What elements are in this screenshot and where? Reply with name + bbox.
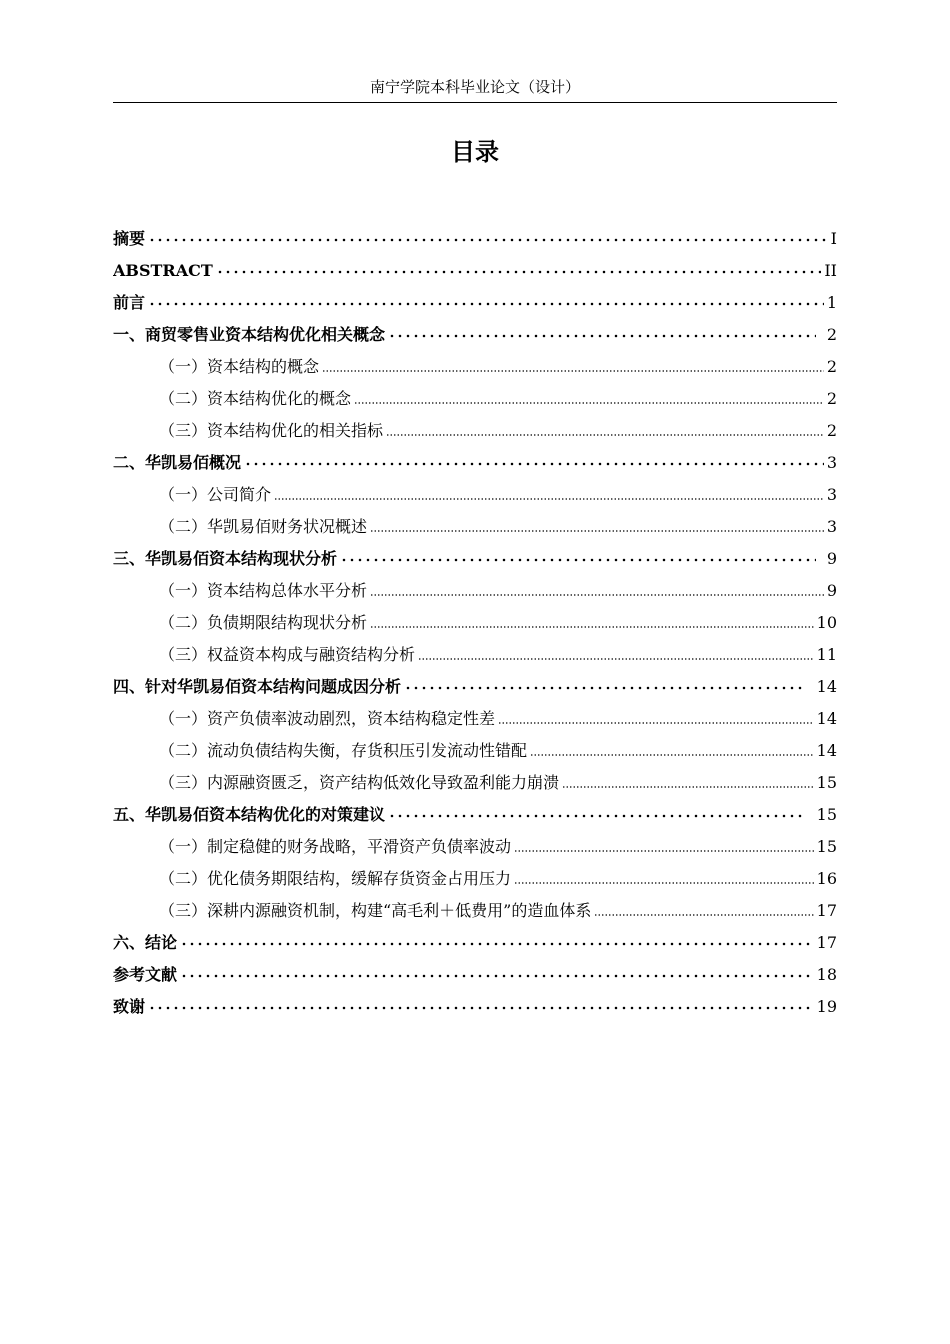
toc-entry-section-3-3[interactable]	[113, 638, 837, 670]
toc-entry-preface[interactable]	[113, 286, 837, 318]
toc-entry-label: （二）流动负债结构失衡，存货积压引发流动性错配	[159, 741, 528, 760]
dot-leader	[386, 433, 824, 437]
toc-entry-label: 摘要	[113, 229, 146, 248]
toc-entry-label: 前言	[113, 293, 146, 312]
toc-entry-label: 六、结论	[113, 933, 178, 952]
dot-leader	[148, 235, 828, 245]
dot-leader	[404, 683, 806, 693]
toc-entry-section-3-2[interactable]	[113, 606, 837, 638]
dot-leader	[340, 555, 816, 565]
toc-entry-page: 3	[826, 517, 837, 536]
dot-leader	[514, 849, 814, 853]
toc-entry-label: （二）负债期限结构现状分析	[159, 613, 368, 632]
toc-entry-chapter-5[interactable]	[113, 798, 837, 830]
toc-entry-section-1-2[interactable]	[113, 382, 837, 414]
toc-entry-label: 致谢	[113, 997, 146, 1016]
dot-leader	[418, 657, 814, 661]
toc-entry-chapter-1[interactable]	[113, 318, 837, 350]
toc-entry-abstract-cn[interactable]	[113, 222, 837, 254]
toc-entry-page: 9	[826, 581, 837, 600]
dot-leader	[370, 529, 824, 533]
toc-entry-label: 三、华凯易佰资本结构现状分析	[113, 549, 338, 568]
toc-entry-page: 19	[816, 997, 837, 1016]
toc-entry-page: 11	[816, 645, 837, 664]
toc-entry-section-5-3[interactable]	[113, 894, 837, 926]
toc-entry-section-5-2[interactable]	[113, 862, 837, 894]
toc-entry-page: 18	[816, 965, 837, 984]
dot-leader	[244, 459, 824, 469]
toc-entry-page: 14	[816, 709, 837, 728]
dot-leader	[180, 971, 814, 981]
toc-entry-page: 2	[826, 421, 837, 440]
toc-entry-page: 10	[816, 613, 837, 632]
toc-entry-chapter-2[interactable]	[113, 446, 837, 478]
toc-entry-label: ABSTRACT	[113, 261, 213, 280]
dot-leader	[148, 299, 824, 309]
toc-entry-label: （三）资本结构优化的相关指标	[159, 421, 384, 440]
toc-entry-page: 2	[826, 389, 837, 408]
toc-entry-label: （一）资产负债率波动剧烈，资本结构稳定性差	[159, 709, 496, 728]
toc-entry-page: 3	[826, 453, 837, 472]
toc-entry-label: （二）华凯易佰财务状况概述	[159, 517, 368, 536]
toc-entry-page: 15	[816, 773, 837, 792]
toc-entry-page: 2	[826, 357, 837, 376]
toc-entry-label: 二、华凯易佰概况	[113, 453, 242, 472]
toc-entry-label: 四、针对华凯易佰资本结构问题成因分析	[113, 677, 402, 696]
toc-entry-page: I	[830, 229, 837, 248]
dot-leader	[354, 401, 824, 405]
toc-entry-label: （一）资本结构总体水平分析	[159, 581, 368, 600]
dot-leader	[370, 625, 814, 629]
dot-leader	[594, 913, 813, 917]
toc-entry-page: 3	[826, 485, 837, 504]
toc-entry-label: （三）深耕内源融资机制，构建“高毛利＋低费用”的造血体系	[159, 901, 592, 920]
toc-entry-section-1-1[interactable]	[113, 350, 837, 382]
dot-leader	[274, 497, 824, 501]
toc-title: 目录	[451, 138, 499, 166]
toc-entry-label: 参考文献	[113, 965, 178, 984]
toc-entry-label: （一）制定稳健的财务战略，平滑资产负债率波动	[159, 837, 512, 856]
toc-entry-label: （二）优化债务期限结构，缓解存货资金占用压力	[159, 869, 512, 888]
toc-entry-chapter-3[interactable]	[113, 542, 837, 574]
toc-entry-page: 1	[826, 293, 837, 312]
toc-entry-label: （三）权益资本构成与融资结构分析	[159, 645, 416, 664]
toc-entry-section-4-2[interactable]	[113, 734, 837, 766]
page-header	[113, 76, 837, 103]
dot-leader	[514, 881, 814, 885]
toc-entry-label: （三）内源融资匮乏，资产结构低效化导致盈利能力崩溃	[159, 773, 560, 792]
dot-leader	[388, 331, 816, 341]
toc-entry-page: 15	[816, 837, 837, 856]
toc-entry-section-4-1[interactable]	[113, 702, 837, 734]
toc-entry-page: II	[824, 261, 837, 280]
toc-entry-page: 15	[816, 805, 837, 824]
toc-entry-references[interactable]	[113, 958, 837, 990]
toc-entry-label: 五、华凯易佰资本结构优化的对策建议	[113, 805, 386, 824]
toc-entry-abstract-en[interactable]	[113, 254, 837, 286]
toc-entry-section-2-2[interactable]	[113, 510, 837, 542]
dot-leader	[148, 1003, 814, 1013]
toc-entry-label: （一）资本结构的概念	[159, 357, 320, 376]
toc-entry-section-5-1[interactable]	[113, 830, 837, 862]
toc-entry-page: 17	[816, 901, 837, 920]
toc-entry-page: 17	[816, 933, 837, 952]
toc-entry-label: （一）公司简介	[159, 485, 272, 504]
toc-entry-section-4-3[interactable]	[113, 766, 837, 798]
toc-entry-page: 14	[816, 677, 837, 696]
toc-entry-page: 16	[816, 869, 837, 888]
toc-entry-section-2-1[interactable]	[113, 478, 837, 510]
dot-leader	[530, 753, 814, 757]
header-title: 南宁学院本科毕业论文（设计）	[369, 78, 580, 96]
dot-leader	[498, 721, 814, 725]
toc-entry-section-1-3[interactable]	[113, 414, 837, 446]
dot-leader	[388, 811, 806, 821]
toc-entry-page: 14	[816, 741, 837, 760]
toc-entry-label: （二）资本结构优化的概念	[159, 389, 352, 408]
dot-leader	[216, 267, 822, 277]
dot-leader	[180, 939, 814, 949]
toc-entry-page: 2	[826, 325, 837, 344]
toc-entry-page: 9	[826, 549, 837, 568]
toc-entry-chapter-6[interactable]	[113, 926, 837, 958]
dot-leader	[562, 785, 814, 789]
dot-leader	[322, 369, 824, 373]
table-of-contents	[113, 222, 837, 1022]
dot-leader	[370, 593, 824, 597]
toc-entry-label: 一、商贸零售业资本结构优化相关概念	[113, 325, 386, 344]
toc-entry-chapter-4[interactable]	[113, 670, 837, 702]
toc-entry-acknowledgements[interactable]	[113, 990, 837, 1022]
toc-entry-section-3-1[interactable]	[113, 574, 837, 606]
